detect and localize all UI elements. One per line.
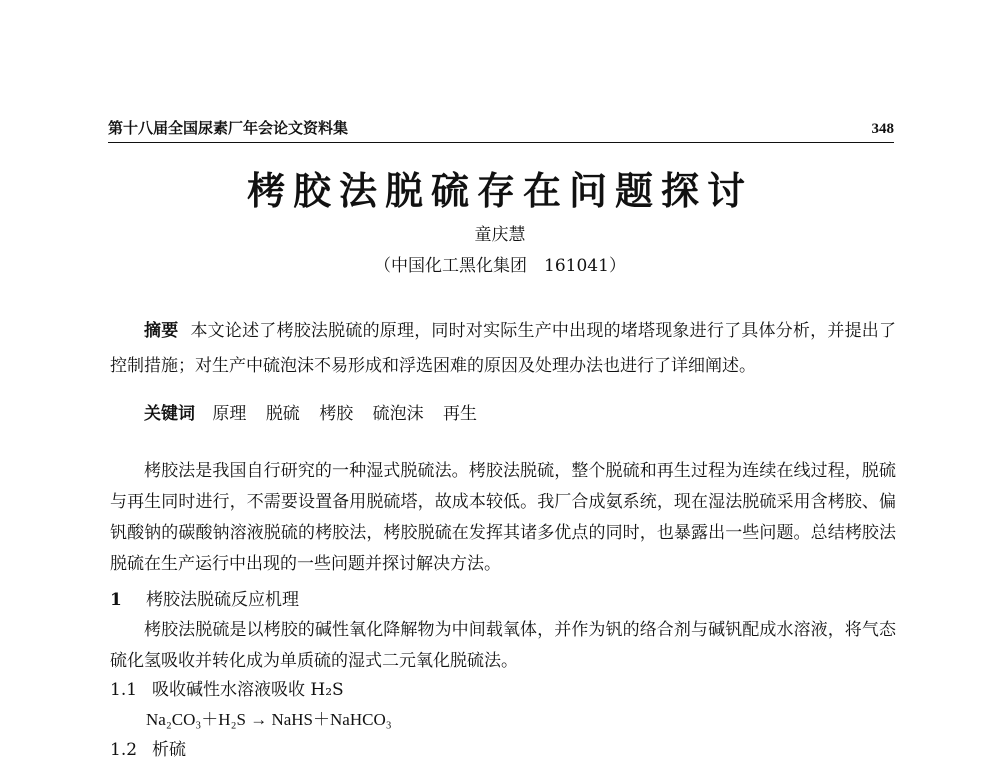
chemical-equation: Na₂CO₃＋H₂S → NaHS＋NaHCO₃	[146, 710, 392, 729]
keywords-label: 关键词	[144, 404, 195, 424]
proceedings-title: 第十八届全国尿素厂年会论文资料集	[108, 119, 349, 137]
abstract-label: 摘要	[144, 321, 179, 341]
keyword: 脱硫	[265, 404, 300, 424]
section-number: 1	[110, 590, 122, 610]
section-number: 1.1	[110, 680, 138, 700]
keyword: 栲胶	[319, 404, 354, 424]
page-number: 348	[871, 121, 894, 137]
keyword: 硫泡沫	[372, 404, 424, 424]
abstract	[110, 314, 896, 384]
abstract-text: 本文论述了栲胶法脱硫的原理，同时对实际生产中出现的堵塔现象进行了具体分析，并提出了控制措施；对生产中硫泡沫不易形成和浮选困难的原因及处理办法也进行了详细阐述。	[110, 321, 897, 376]
section-title: 栲胶法脱硫反应机理	[146, 590, 299, 610]
mechanism-paragraph: 栲胶法脱硫是以栲胶的碱性氧化降解物为中间载氧体，并作为钒的络合剂与碱钒配成水溶液，将气态硫化氢吸收并转化成为单质硫的湿式二元氧化脱硫法。	[110, 620, 896, 671]
section-number: 1.2	[110, 740, 138, 760]
author-affiliation: （中国化工黑化集团 161041）	[374, 256, 626, 276]
intro-paragraph: 栲胶法是我国自行研究的一种湿式脱硫法。栲胶法脱硫，整个脱硫和再生过程为连续在线过程，脱硫与再生同时进行，不需要设置备用脱硫塔，故成本较低。我厂合成氨系统，现在湿法脱硫采用含栲胶、偏钒酸钠的碳酸钠溶液脱硫的栲胶法，栲胶脱硫在发挥其诸多优点的同时，也暴露出一些问题。总结栲胶法脱硫在生产运行中出现的一些问题并探讨解决方法。	[110, 461, 896, 574]
section-title: 吸收碱性水溶液吸收 H₂S	[152, 680, 344, 700]
keyword: 原理	[212, 404, 247, 424]
section-heading-1	[110, 586, 299, 614]
keywords	[144, 400, 491, 428]
author-name: 童庆慧	[474, 225, 526, 245]
section-title: 析硫	[152, 740, 186, 760]
section-heading-1-1	[110, 676, 344, 704]
keyword: 再生	[443, 404, 478, 424]
running-header	[108, 118, 894, 143]
paper-title: 栲胶法脱硫存在问题探讨	[246, 168, 753, 213]
